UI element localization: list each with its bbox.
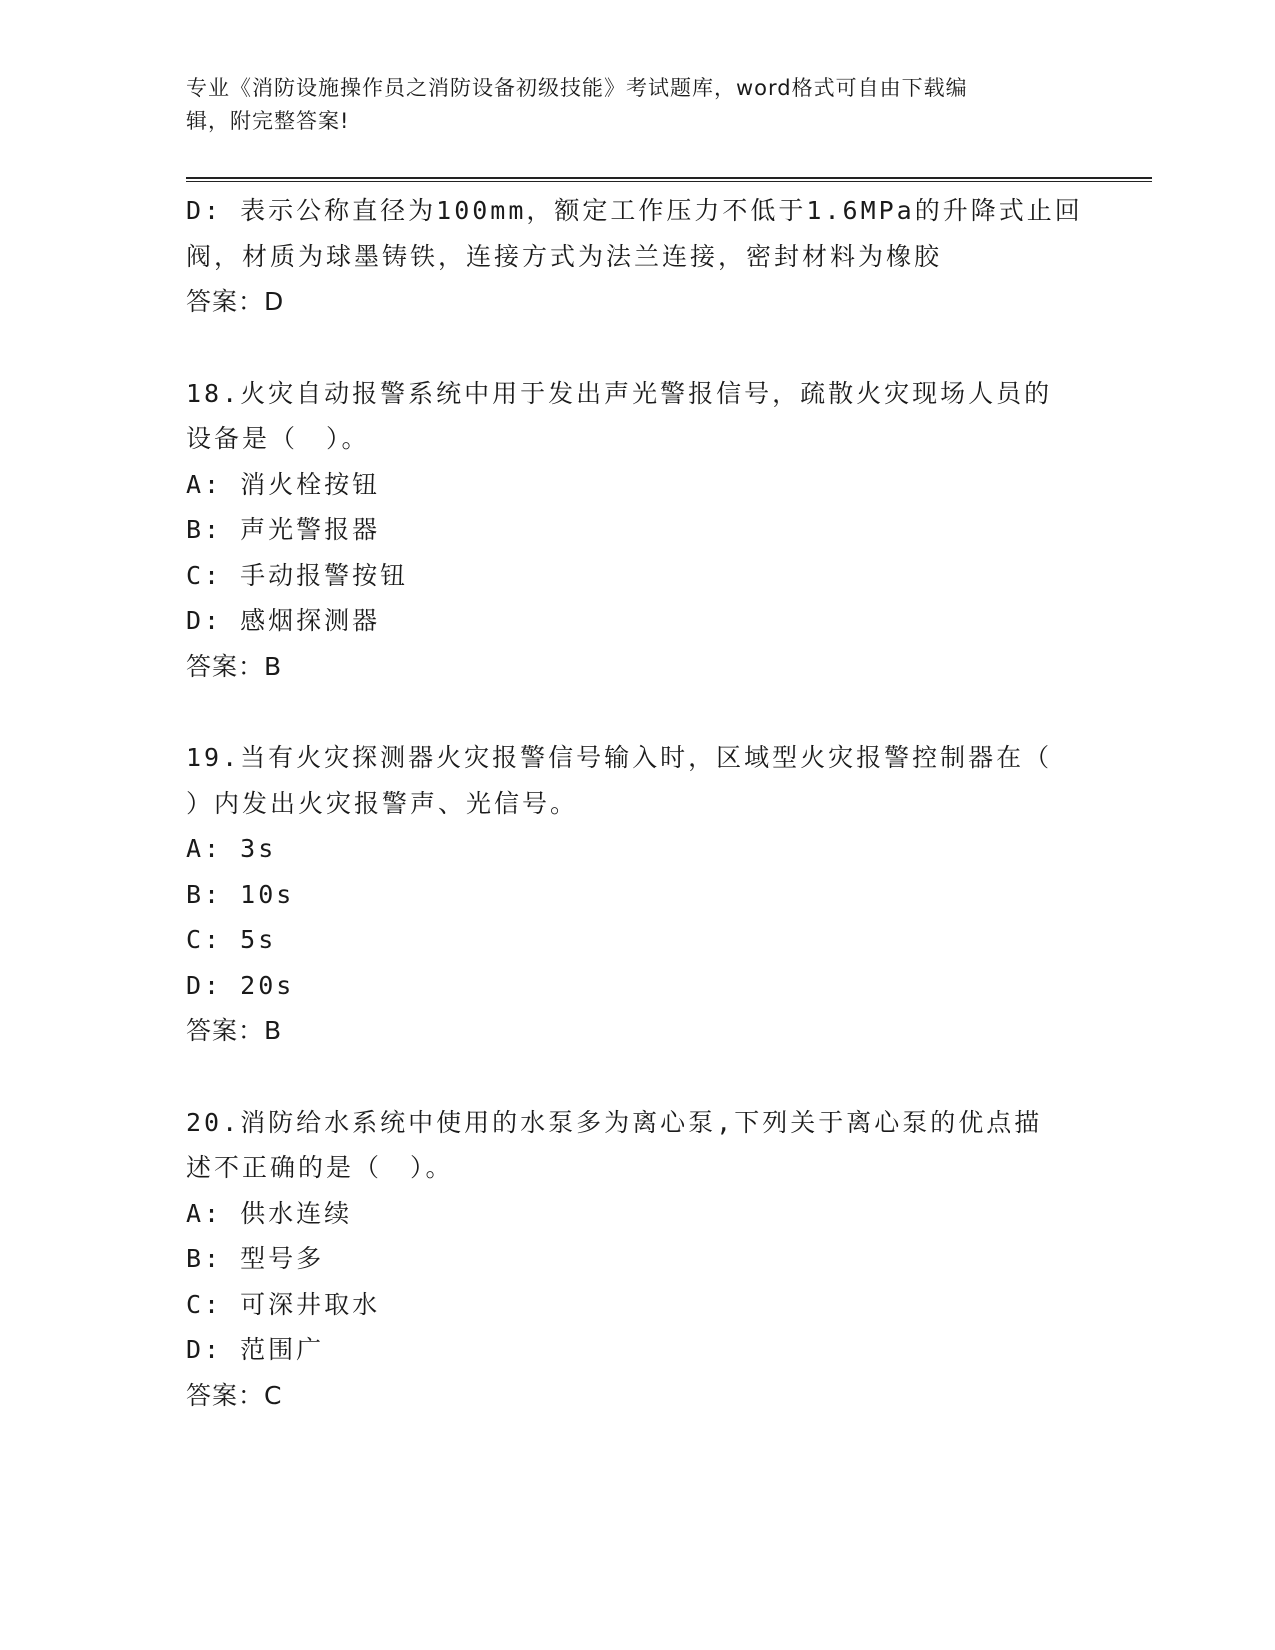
question-stem-line-2: 述不正确的是（ ）。	[186, 1153, 454, 1182]
page-header	[186, 72, 1066, 138]
answer: 答案：B	[186, 1016, 283, 1045]
question-stem-line-1: 19.当有火灾探测器火灾报警信号输入时，区域型火灾报警控制器在（	[186, 743, 1053, 772]
spacer	[186, 689, 1086, 735]
option-d: D: 感烟探测器	[186, 606, 381, 635]
question-17-tail	[186, 188, 1086, 325]
header-line-2: 辑，附完整答案!	[186, 109, 350, 133]
answer: 答案：D	[186, 287, 285, 316]
option-d-line-2: 阀，材质为球墨铸铁，连接方式为法兰连接，密封材料为橡胶	[186, 241, 943, 271]
option-a: A: 供水连续	[186, 1198, 353, 1228]
answer: 答案：C	[186, 1380, 283, 1410]
header-divider	[186, 177, 1152, 182]
option-c: C: 可深井取水	[186, 1289, 381, 1319]
question-19	[186, 735, 1086, 1054]
option-c: C: 5s	[186, 925, 277, 954]
option-d: D: 20s	[186, 970, 295, 1000]
question-stem-line-2: ）内发出火灾报警声、光信号。	[186, 788, 579, 818]
question-stem-line-1: 18.火灾自动报警系统中用于发出声光警报信号，疏散火灾现场人员的	[186, 378, 1053, 408]
spacer	[186, 325, 1086, 371]
option-c: C: 手动报警按钮	[186, 560, 409, 590]
option-b: B: 10s	[186, 879, 295, 909]
option-d-line-1: D: 表示公称直径为100mm，额定工作压力不低于1.6MPa的升降式止回	[186, 196, 1083, 225]
document-body	[186, 188, 1086, 1418]
question-stem-line-2: 设备是（ ）。	[186, 424, 370, 453]
answer: 答案：B	[186, 651, 283, 681]
option-b: B: 声光警报器	[186, 515, 381, 544]
option-d: D: 范围广	[186, 1335, 325, 1364]
option-a: A: 3s	[186, 834, 277, 863]
option-a: A: 消火栓按钮	[186, 469, 381, 499]
question-20	[186, 1100, 1086, 1419]
spacer	[186, 1054, 1086, 1100]
question-18	[186, 371, 1086, 690]
question-stem-line-1: 20.消防给水系统中使用的水泵多为离心泵,下列关于离心泵的优点描	[186, 1107, 1043, 1137]
option-b: B: 型号多	[186, 1244, 325, 1273]
header-line-1: 专业《消防设施操作员之消防设备初级技能》考试题库，word格式可自由下载编	[186, 76, 968, 100]
